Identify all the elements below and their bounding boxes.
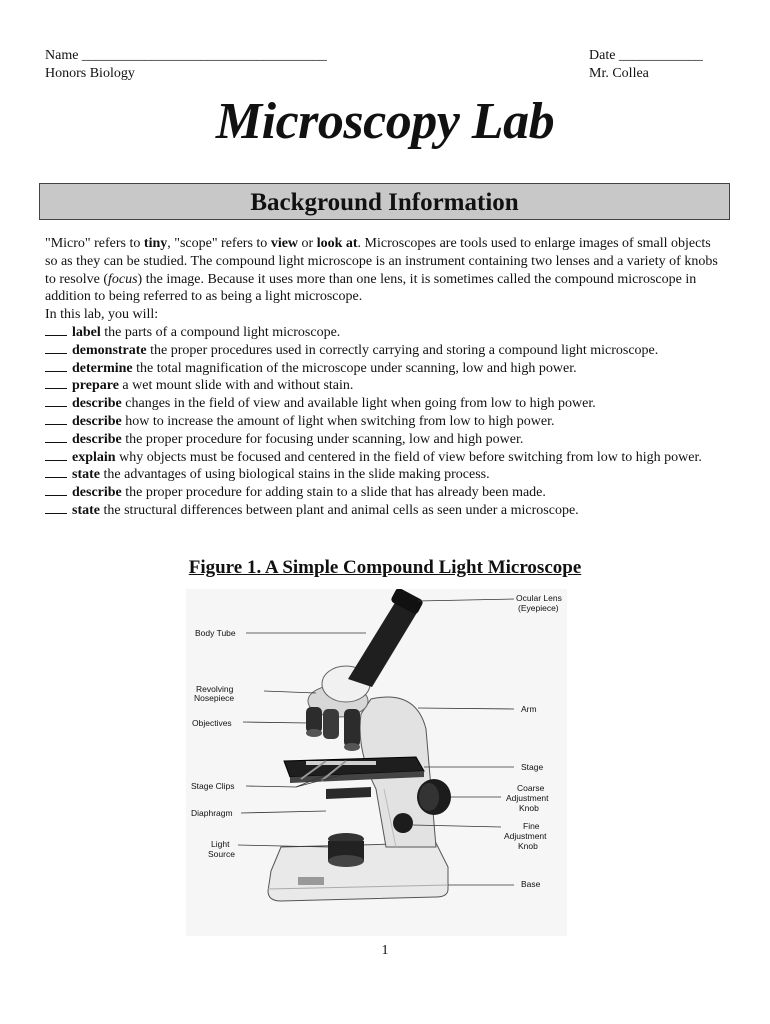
label-fine-knob: Knob [518, 841, 538, 851]
list-item: explain why objects must be focused and centered in the field of view before switching from low to high power. [45, 449, 725, 467]
label-base: Base [521, 879, 541, 889]
checkbox-blank [45, 503, 67, 514]
list-item: demonstrate the proper procedures used in correctly carrying and storing a compound light microscope. [45, 342, 725, 360]
label-ocular-lens: Ocular Lens [516, 593, 562, 603]
checkbox-blank [45, 450, 67, 461]
microscope-illustration [268, 589, 451, 901]
list-item: describe how to increase the amount of light when switching from low to high power. [45, 413, 725, 431]
label-coarse-adjustment: Adjustment [506, 793, 549, 803]
list-item: determine the total magnification of the microscope under scanning, low and high power. [45, 360, 725, 378]
label-arm: Arm [521, 704, 537, 714]
date-line: Date ____________ [589, 48, 703, 63]
label-source: Source [208, 849, 235, 859]
label-coarse-knob: Knob [519, 803, 539, 813]
label-stage: Stage [521, 762, 544, 772]
objectives-lead: In this lab, you will: [45, 307, 159, 323]
course-name: Honors Biology [45, 66, 135, 81]
body-text [45, 235, 725, 520]
list-item: prepare a wet mount slide with and without stain. [45, 377, 725, 395]
label-objectives: Objectives [192, 718, 232, 728]
list-item: label the parts of a compound light microscope. [45, 324, 725, 342]
checkbox-blank [45, 361, 67, 372]
page-title: Microscopy Lab [215, 93, 555, 150]
checkbox-blank [45, 414, 67, 425]
page-number: 1 [381, 943, 389, 958]
list-item: describe changes in the field of view and available light when going from low to high power. [45, 395, 725, 413]
section-heading: Background Information [39, 183, 730, 220]
header-right [589, 47, 703, 83]
label-fine-adjustment: Adjustment [504, 831, 547, 841]
intro-paragraph: "Micro" refers to tiny, "scope" refers to view or look at. Microscopes are tools used to enlarge images of small objects so as they can be studied. The compound light microscope is an instrument containing two lenses and a variety of knobs to resolve (focus) the image. Because it uses more than one lens, it is sometimes called the compound microscope in addition to being referred to as being a light microscope. [45, 236, 718, 305]
checkbox-blank [45, 432, 67, 443]
label-eyepiece: (Eyepiece) [518, 603, 559, 613]
header-left [45, 47, 327, 83]
label-fine: Fine [523, 821, 540, 831]
list-item: describe the proper procedure for focusing under scanning, low and high power. [45, 431, 725, 449]
microscope-figure [186, 589, 567, 936]
objectives-list [45, 324, 725, 520]
list-item: state the advantages of using biological stains in the slide making process. [45, 466, 725, 484]
label-body-tube: Body Tube [195, 628, 236, 638]
label-stage-clips: Stage Clips [191, 781, 235, 791]
label-light: Light [211, 839, 230, 849]
list-item: describe the proper procedure for adding stain to a slide that has already been made. [45, 484, 725, 502]
list-item: state the structural differences between plant and animal cells as seen under a microscope. [45, 502, 725, 520]
checkbox-blank [45, 396, 67, 407]
checkbox-blank [45, 467, 67, 478]
label-diaphragm: Diaphragm [191, 808, 233, 818]
checkbox-blank [45, 343, 67, 354]
name-line: Name ___________________________________ [45, 48, 327, 63]
label-coarse: Coarse [517, 783, 545, 793]
label-nosepiece: Nosepiece [194, 693, 235, 703]
label-revolving: Revolving [196, 684, 234, 694]
teacher-name: Mr. Collea [589, 66, 649, 81]
figure-caption: Figure 1. A Simple Compound Light Microscope [188, 557, 582, 578]
checkbox-blank [45, 485, 67, 496]
microscope-diagram [186, 589, 567, 936]
checkbox-blank [45, 378, 67, 389]
checkbox-blank [45, 325, 67, 336]
